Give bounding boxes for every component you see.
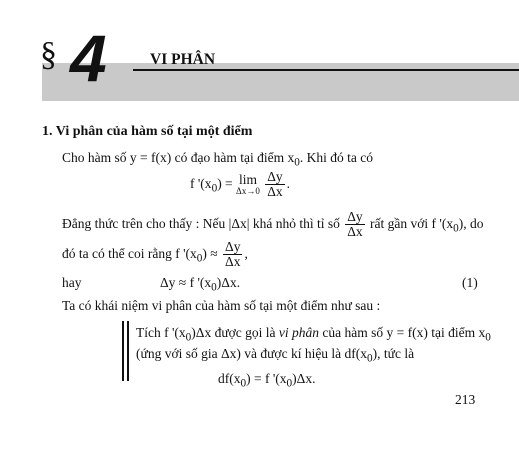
- section-symbol: §: [40, 36, 57, 73]
- paragraph-line-3: đó ta có thể coi rằng f '$(x_0)$ ≈ $\frac{\Delta y}{\Delta x}$ ,: [62, 239, 248, 270]
- formula-approximation: Δy ≈ f '$(x_0)\Delta x$.: [160, 275, 241, 294]
- definition-bar-inner: [127, 321, 129, 381]
- equation-number: (1): [462, 275, 478, 290]
- definition-line-2: (ứng với số gia Δx) và được kí hiệu là $df(x_0)$, tức là: [136, 346, 415, 365]
- definition-line-1: Tích f '$(x_0)\Delta x$ được gọi là vi phân của hàm số y = f(x) tại điểm $x_0$: [136, 325, 491, 344]
- paragraph-line-4: Ta có khái niệm vi phân của hàm số tại một điểm như sau :: [62, 298, 381, 313]
- paragraph-line-1: Cho hàm số y = f(x) có đạo hàm tại điểm $x_0$. Khi đó ta có: [62, 150, 373, 169]
- limit-operator: lim Δx→0: [236, 172, 260, 196]
- page-number: 213: [455, 392, 476, 407]
- chapter-title: VI PHÂN: [150, 51, 216, 68]
- definition-bar-outer: [122, 321, 124, 381]
- fraction-approx: $\frac{\Delta y}{\Delta x}$: [225, 239, 241, 270]
- paragraph-line-2: Đẳng thức trên cho thấy : Nếu |Δx| khá nhỏ thì tỉ số $\frac{\Delta y}{\Delta x}$ rất gần với f '$(x_0)$, do: [62, 209, 484, 240]
- chapter-number: 4: [70, 21, 106, 95]
- section-title: 1. Vi phân của hàm số tại một điểm: [42, 124, 253, 139]
- formula-derivative-limit: f '$(x_0)$ = lim Δx→0 $\frac{\Delta y}{\Delta x}$ .: [190, 169, 291, 200]
- definition-formula: $df(x_0) = f$ '$(x_0)\Delta x$.: [218, 371, 316, 390]
- fraction-dy-dx: $\frac{\Delta y}{\Delta x}$: [267, 169, 283, 200]
- hay-word: hay: [62, 275, 82, 290]
- chapter-header-rule: [133, 69, 519, 71]
- fraction-ratio: $\frac{\Delta y}{\Delta x}$: [347, 209, 363, 240]
